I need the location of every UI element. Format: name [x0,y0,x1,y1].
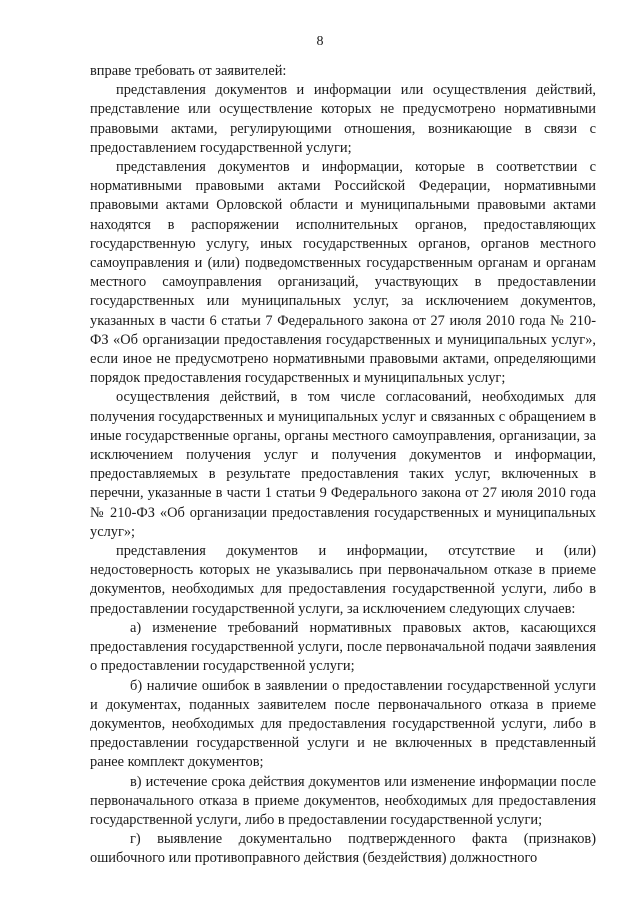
paragraph-item: представления документов и информации или осуществления действий, представление или осуществление которых не предусмотрено нормативными правовыми актами, регулирующими отношения, возникающие в связи с предоставлением государственной услуги; [90,82,596,156]
paragraph-item: представления документов и информации, отсутствие и (или) недостоверность которых не указывались при первоначальном отказе в приеме документов, необходимых для предоставления государственной услуги, либо в предоставлении государственной услуги, за исключением следующих случаев: [90,543,596,617]
paragraph-subitem: г) выявление документально подтвержденного факта (признаков) ошибочного или противоправного действия (бездействия) должностного [90,831,596,867]
paragraph-intro: вправе требовать от заявителей: [90,63,287,79]
paragraph-item: представления документов и информации, которые в соответствии с нормативными правовыми актами Российской Федерации, нормативными правовыми актами Орловской области и муниципальными правовыми актами находятся в распоряжении исполнительных органов, предоставляющих государственную услугу, иных государственных органов, органов местного самоуправления и (или) подведомственных государственным органам и органам местного самоуправления организаций, участвующих в предоставлении государственных или муниципальных услуг, за исключением документов, указанных в части 6 статьи 7 Федерального закона от 27 июля 2010 года № 210-ФЗ «Об организации предоставления государственных и муниципальных услуг», если иное не предусмотрено нормативными правовыми актами, определяющими порядок предоставления государственных и муниципальных услуг; [90,159,596,387]
paragraph-subitem: а) изменение требований нормативных правовых актов, касающихся предоставления государственной услуги, после первоначальной подачи заявления о предоставлении государственной услуги; [90,619,596,675]
paragraph-item: осуществления действий, в том числе согласований, необходимых для получения государственных и муниципальных услуг и связанных с обращением в иные государственные органы, органы местного самоуправления, организации, за исключением получения услуг и получения документов и информации, предоставляемых в результате предоставления таких услуг, включенных в перечни, указанные в части 1 статьи 9 Федерального закона от 27 июля 2010 года № 210-ФЗ «Об организации предоставления государственных и муниципальных услуг»; [90,389,596,540]
paragraph-subitem: б) наличие ошибок в заявлении о предоставлении государственной услуги и документах, поданных заявителем после первоначального отказа в приеме документов, необходимых для предоставления государственной услуги, либо в предоставлении государственной услуги и не включенных в представленный ранее комплект документов; [90,677,596,771]
paragraph-subitem: в) истечение срока действия документов или изменение информации после первоначального отказа в приеме документов, необходимых для предоставления государственной услуги, либо в предоставлении государственной услуги; [90,773,596,828]
page-number: 8 [316,34,324,49]
body-text [90,62,596,869]
